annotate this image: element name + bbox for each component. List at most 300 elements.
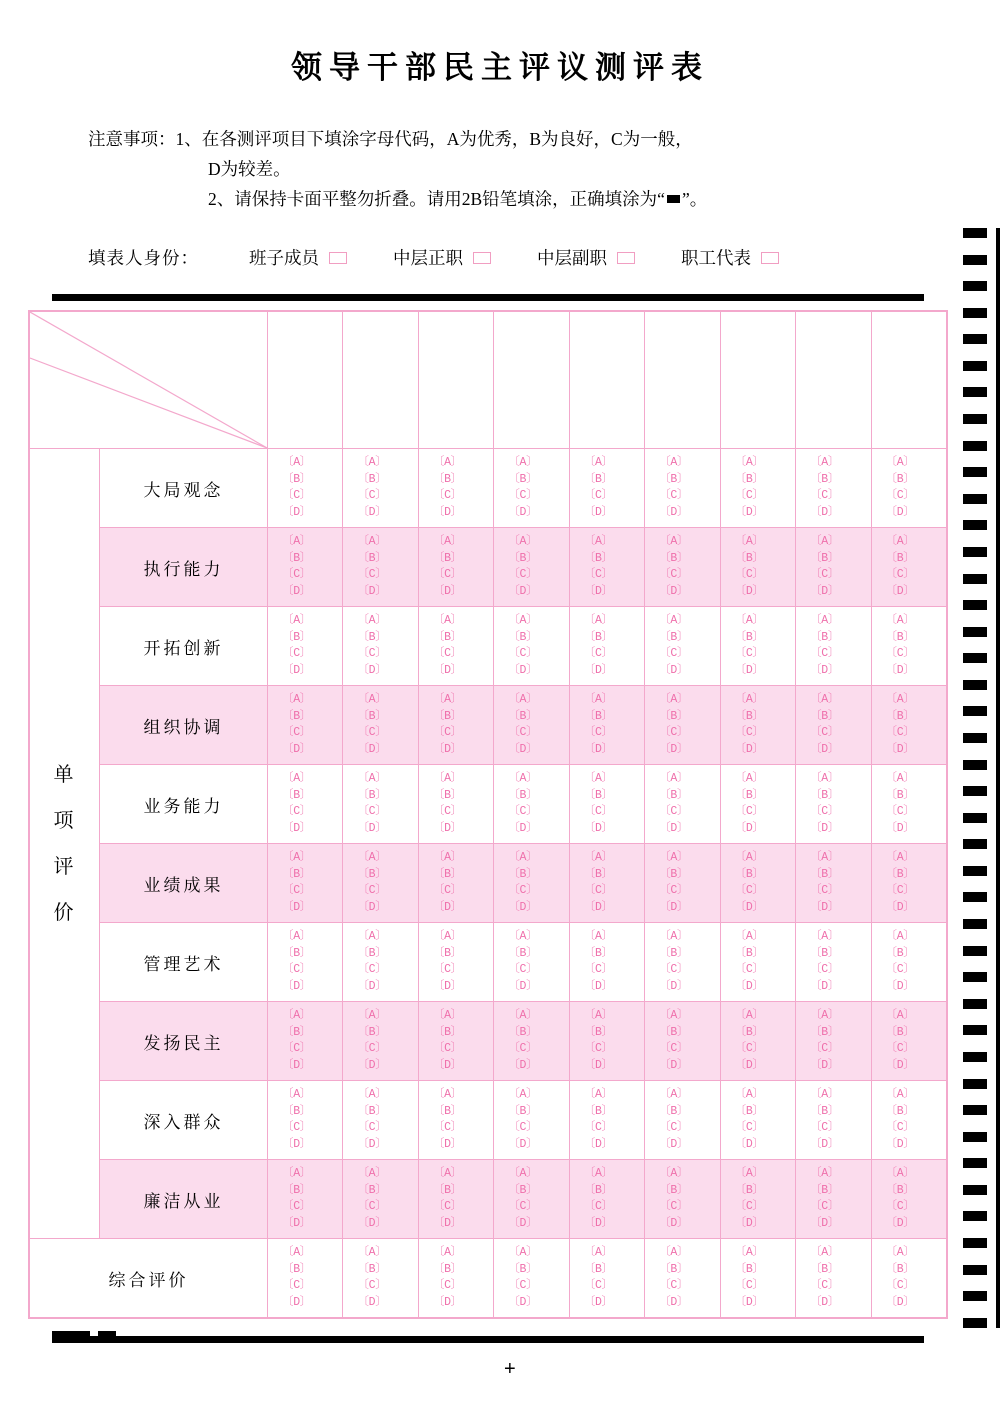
bubble-option-a[interactable]: 〔A〕	[734, 614, 764, 627]
bubble-option-a[interactable]: 〔A〕	[508, 1009, 538, 1022]
bubble-option-b[interactable]: 〔B〕	[659, 867, 689, 881]
bubble-option-a[interactable]: 〔A〕	[659, 456, 689, 469]
bubble-option-b[interactable]: 〔B〕	[659, 946, 689, 960]
bubble-option-c[interactable]: 〔C〕	[508, 489, 538, 502]
bubble-option-c[interactable]: 〔C〕	[282, 1200, 312, 1213]
bubble-option-d[interactable]: 〔D〕	[810, 979, 840, 993]
bubble-option-c[interactable]: 〔C〕	[583, 568, 613, 581]
bubble-option-c[interactable]: 〔C〕	[659, 963, 689, 976]
bubble-option-d[interactable]: 〔D〕	[885, 505, 915, 519]
bubble-option-a[interactable]: 〔A〕	[432, 456, 462, 469]
bubble-option-c[interactable]: 〔C〕	[734, 805, 764, 818]
bubble-option-b[interactable]: 〔B〕	[508, 472, 538, 486]
bubble-option-a[interactable]: 〔A〕	[734, 851, 764, 864]
bubble-option-d[interactable]: 〔D〕	[885, 663, 915, 677]
bubble-option-d[interactable]: 〔D〕	[885, 821, 915, 835]
bubble-option-d[interactable]: 〔D〕	[810, 584, 840, 598]
bubble-option-c[interactable]: 〔C〕	[432, 489, 462, 502]
bubble-group-r3-c6[interactable]	[645, 607, 720, 686]
bubble-option-b[interactable]: 〔B〕	[583, 946, 613, 960]
bubble-option-c[interactable]: 〔C〕	[734, 568, 764, 581]
bubble-option-d[interactable]: 〔D〕	[583, 505, 613, 519]
bubble-option-a[interactable]: 〔A〕	[282, 1167, 312, 1180]
bubble-option-d[interactable]: 〔D〕	[508, 900, 538, 914]
bubble-option-c[interactable]: 〔C〕	[810, 1200, 840, 1213]
bubble-option-d[interactable]: 〔D〕	[734, 1295, 764, 1309]
bubble-option-d[interactable]: 〔D〕	[583, 979, 613, 993]
bubble-option-a[interactable]: 〔A〕	[583, 1167, 613, 1180]
bubble-option-b[interactable]: 〔B〕	[508, 1025, 538, 1039]
bubble-option-d[interactable]: 〔D〕	[432, 505, 462, 519]
checkbox-icon[interactable]	[329, 252, 347, 264]
bubble-group-r7-c8[interactable]	[796, 923, 871, 1002]
bubble-group-r4-c1[interactable]	[268, 686, 343, 765]
bubble-option-c[interactable]: 〔C〕	[357, 726, 387, 739]
bubble-group-r6-c2[interactable]	[343, 844, 418, 923]
bubble-option-b[interactable]: 〔B〕	[734, 946, 764, 960]
bubble-option-d[interactable]: 〔D〕	[734, 1058, 764, 1072]
bubble-group-r1-c2[interactable]	[343, 449, 418, 528]
bubble-option-d[interactable]: 〔D〕	[282, 742, 312, 756]
bubble-option-c[interactable]: 〔C〕	[885, 568, 915, 581]
bubble-option-a[interactable]: 〔A〕	[810, 456, 840, 469]
bubble-option-c[interactable]: 〔C〕	[885, 1042, 915, 1055]
bubble-option-a[interactable]: 〔A〕	[357, 614, 387, 627]
bubble-group-r3-c4[interactable]	[494, 607, 569, 686]
subject-column-header-9[interactable]	[871, 312, 947, 449]
bubble-option-a[interactable]: 〔A〕	[432, 1167, 462, 1180]
bubble-option-d[interactable]: 〔D〕	[357, 1058, 387, 1072]
bubble-option-d[interactable]: 〔D〕	[282, 1295, 312, 1309]
bubble-option-d[interactable]: 〔D〕	[357, 1295, 387, 1309]
bubble-option-a[interactable]: 〔A〕	[357, 535, 387, 548]
bubble-option-a[interactable]: 〔A〕	[432, 1088, 462, 1101]
bubble-group-r8-c8[interactable]	[796, 1002, 871, 1081]
bubble-option-b[interactable]: 〔B〕	[734, 867, 764, 881]
bubble-option-d[interactable]: 〔D〕	[810, 742, 840, 756]
bubble-group-r7-c1[interactable]	[268, 923, 343, 1002]
bubble-option-d[interactable]: 〔D〕	[508, 979, 538, 993]
bubble-option-b[interactable]: 〔B〕	[659, 472, 689, 486]
bubble-option-a[interactable]: 〔A〕	[357, 1088, 387, 1101]
bubble-option-a[interactable]: 〔A〕	[659, 1009, 689, 1022]
bubble-option-a[interactable]: 〔A〕	[282, 693, 312, 706]
checkbox-icon[interactable]	[473, 252, 491, 264]
bubble-group-summary-c4[interactable]	[494, 1239, 569, 1318]
bubble-group-r2-c8[interactable]	[796, 528, 871, 607]
bubble-group-r2-c1[interactable]	[268, 528, 343, 607]
bubble-group-summary-c2[interactable]	[343, 1239, 418, 1318]
bubble-option-a[interactable]: 〔A〕	[810, 851, 840, 864]
bubble-option-d[interactable]: 〔D〕	[357, 663, 387, 677]
bubble-option-c[interactable]: 〔C〕	[885, 963, 915, 976]
bubble-option-c[interactable]: 〔C〕	[659, 489, 689, 502]
bubble-option-c[interactable]: 〔C〕	[810, 647, 840, 660]
bubble-option-c[interactable]: 〔C〕	[583, 1279, 613, 1292]
bubble-group-r8-c1[interactable]	[268, 1002, 343, 1081]
bubble-option-a[interactable]: 〔A〕	[282, 456, 312, 469]
bubble-option-b[interactable]: 〔B〕	[282, 630, 312, 644]
bubble-option-d[interactable]: 〔D〕	[508, 1058, 538, 1072]
bubble-group-r3-c9[interactable]	[871, 607, 947, 686]
bubble-group-r4-c3[interactable]	[418, 686, 493, 765]
bubble-option-c[interactable]: 〔C〕	[508, 805, 538, 818]
bubble-option-b[interactable]: 〔B〕	[583, 472, 613, 486]
bubble-option-a[interactable]: 〔A〕	[734, 1246, 764, 1259]
bubble-option-b[interactable]: 〔B〕	[432, 709, 462, 723]
bubble-option-c[interactable]: 〔C〕	[659, 884, 689, 897]
subject-column-header-5[interactable]	[569, 312, 644, 449]
bubble-option-c[interactable]: 〔C〕	[810, 963, 840, 976]
bubble-option-d[interactable]: 〔D〕	[734, 742, 764, 756]
bubble-group-r9-c1[interactable]	[268, 1081, 343, 1160]
bubble-group-r3-c2[interactable]	[343, 607, 418, 686]
bubble-group-r6-c3[interactable]	[418, 844, 493, 923]
bubble-option-b[interactable]: 〔B〕	[282, 1104, 312, 1118]
bubble-option-b[interactable]: 〔B〕	[432, 1025, 462, 1039]
bubble-group-r5-c6[interactable]	[645, 765, 720, 844]
bubble-option-c[interactable]: 〔C〕	[810, 489, 840, 502]
bubble-group-r3-c7[interactable]	[720, 607, 795, 686]
bubble-option-d[interactable]: 〔D〕	[508, 1216, 538, 1230]
bubble-option-d[interactable]: 〔D〕	[432, 821, 462, 835]
bubble-option-a[interactable]: 〔A〕	[432, 614, 462, 627]
bubble-group-r9-c7[interactable]	[720, 1081, 795, 1160]
bubble-option-a[interactable]: 〔A〕	[432, 851, 462, 864]
bubble-option-d[interactable]: 〔D〕	[432, 663, 462, 677]
bubble-group-r1-c1[interactable]	[268, 449, 343, 528]
bubble-option-d[interactable]: 〔D〕	[583, 1295, 613, 1309]
bubble-option-d[interactable]: 〔D〕	[583, 821, 613, 835]
bubble-group-r7-c9[interactable]	[871, 923, 947, 1002]
bubble-option-d[interactable]: 〔D〕	[810, 1295, 840, 1309]
bubble-option-d[interactable]: 〔D〕	[432, 1058, 462, 1072]
bubble-option-d[interactable]: 〔D〕	[885, 1058, 915, 1072]
bubble-option-b[interactable]: 〔B〕	[734, 630, 764, 644]
bubble-option-d[interactable]: 〔D〕	[508, 821, 538, 835]
bubble-option-b[interactable]: 〔B〕	[885, 551, 915, 565]
bubble-option-a[interactable]: 〔A〕	[357, 851, 387, 864]
bubble-group-r7-c3[interactable]	[418, 923, 493, 1002]
subject-column-header-2[interactable]	[343, 312, 418, 449]
bubble-option-c[interactable]: 〔C〕	[583, 884, 613, 897]
bubble-option-a[interactable]: 〔A〕	[282, 1246, 312, 1259]
bubble-option-c[interactable]: 〔C〕	[583, 1200, 613, 1213]
bubble-option-a[interactable]: 〔A〕	[659, 693, 689, 706]
bubble-option-a[interactable]: 〔A〕	[734, 1009, 764, 1022]
bubble-option-d[interactable]: 〔D〕	[357, 900, 387, 914]
bubble-option-b[interactable]: 〔B〕	[357, 946, 387, 960]
bubble-option-c[interactable]: 〔C〕	[885, 1200, 915, 1213]
bubble-group-r9-c6[interactable]	[645, 1081, 720, 1160]
bubble-option-b[interactable]: 〔B〕	[810, 1262, 840, 1276]
bubble-option-a[interactable]: 〔A〕	[508, 535, 538, 548]
bubble-option-a[interactable]: 〔A〕	[734, 535, 764, 548]
bubble-option-d[interactable]: 〔D〕	[432, 742, 462, 756]
bubble-option-d[interactable]: 〔D〕	[885, 1295, 915, 1309]
subject-column-header-8[interactable]	[796, 312, 871, 449]
bubble-option-d[interactable]: 〔D〕	[583, 1058, 613, 1072]
bubble-option-b[interactable]: 〔B〕	[432, 630, 462, 644]
bubble-group-r5-c2[interactable]	[343, 765, 418, 844]
bubble-option-d[interactable]: 〔D〕	[357, 505, 387, 519]
bubble-group-r9-c9[interactable]	[871, 1081, 947, 1160]
bubble-option-d[interactable]: 〔D〕	[659, 663, 689, 677]
bubble-option-d[interactable]: 〔D〕	[583, 1137, 613, 1151]
bubble-option-b[interactable]: 〔B〕	[885, 472, 915, 486]
bubble-option-c[interactable]: 〔C〕	[357, 568, 387, 581]
bubble-option-b[interactable]: 〔B〕	[734, 709, 764, 723]
bubble-option-b[interactable]: 〔B〕	[583, 1025, 613, 1039]
bubble-option-c[interactable]: 〔C〕	[583, 647, 613, 660]
bubble-group-r6-c7[interactable]	[720, 844, 795, 923]
bubble-option-d[interactable]: 〔D〕	[282, 584, 312, 598]
bubble-option-d[interactable]: 〔D〕	[659, 821, 689, 835]
bubble-option-a[interactable]: 〔A〕	[810, 930, 840, 943]
bubble-option-c[interactable]: 〔C〕	[282, 568, 312, 581]
bubble-option-c[interactable]: 〔C〕	[583, 1042, 613, 1055]
bubble-option-c[interactable]: 〔C〕	[357, 805, 387, 818]
bubble-option-d[interactable]: 〔D〕	[734, 505, 764, 519]
bubble-option-a[interactable]: 〔A〕	[357, 930, 387, 943]
bubble-option-b[interactable]: 〔B〕	[583, 1104, 613, 1118]
bubble-option-a[interactable]: 〔A〕	[885, 535, 915, 548]
bubble-option-c[interactable]: 〔C〕	[810, 568, 840, 581]
bubble-option-c[interactable]: 〔C〕	[508, 963, 538, 976]
bubble-option-a[interactable]: 〔A〕	[810, 772, 840, 785]
bubble-option-c[interactable]: 〔C〕	[583, 1121, 613, 1134]
bubble-group-r4-c6[interactable]	[645, 686, 720, 765]
bubble-option-b[interactable]: 〔B〕	[282, 1183, 312, 1197]
bubble-option-b[interactable]: 〔B〕	[508, 788, 538, 802]
bubble-option-d[interactable]: 〔D〕	[357, 1216, 387, 1230]
bubble-option-b[interactable]: 〔B〕	[508, 867, 538, 881]
subject-column-header-1[interactable]	[268, 312, 343, 449]
bubble-option-a[interactable]: 〔A〕	[357, 456, 387, 469]
bubble-group-r7-c6[interactable]	[645, 923, 720, 1002]
bubble-option-d[interactable]: 〔D〕	[810, 900, 840, 914]
bubble-option-c[interactable]: 〔C〕	[282, 1279, 312, 1292]
bubble-option-c[interactable]: 〔C〕	[659, 568, 689, 581]
bubble-option-c[interactable]: 〔C〕	[810, 1042, 840, 1055]
bubble-option-d[interactable]: 〔D〕	[508, 742, 538, 756]
bubble-option-a[interactable]: 〔A〕	[810, 535, 840, 548]
bubble-option-b[interactable]: 〔B〕	[659, 1262, 689, 1276]
bubble-group-r5-c4[interactable]	[494, 765, 569, 844]
bubble-option-c[interactable]: 〔C〕	[885, 726, 915, 739]
bubble-group-r8-c7[interactable]	[720, 1002, 795, 1081]
bubble-option-b[interactable]: 〔B〕	[583, 788, 613, 802]
bubble-option-d[interactable]: 〔D〕	[432, 1216, 462, 1230]
bubble-option-c[interactable]: 〔C〕	[659, 1042, 689, 1055]
bubble-option-d[interactable]: 〔D〕	[734, 663, 764, 677]
bubble-option-d[interactable]: 〔D〕	[508, 1137, 538, 1151]
bubble-group-r10-c5[interactable]	[569, 1160, 644, 1239]
bubble-option-c[interactable]: 〔C〕	[282, 726, 312, 739]
bubble-group-summary-c5[interactable]	[569, 1239, 644, 1318]
bubble-option-d[interactable]: 〔D〕	[734, 900, 764, 914]
identity-option-zhigongdaibiao[interactable]	[681, 245, 779, 270]
bubble-option-b[interactable]: 〔B〕	[357, 709, 387, 723]
bubble-group-r1-c6[interactable]	[645, 449, 720, 528]
bubble-option-a[interactable]: 〔A〕	[734, 456, 764, 469]
bubble-option-c[interactable]: 〔C〕	[508, 726, 538, 739]
bubble-group-r9-c3[interactable]	[418, 1081, 493, 1160]
bubble-option-c[interactable]: 〔C〕	[659, 805, 689, 818]
bubble-option-a[interactable]: 〔A〕	[885, 1088, 915, 1101]
bubble-option-c[interactable]: 〔C〕	[810, 726, 840, 739]
bubble-option-a[interactable]: 〔A〕	[508, 1088, 538, 1101]
bubble-option-b[interactable]: 〔B〕	[885, 1183, 915, 1197]
bubble-option-a[interactable]: 〔A〕	[357, 1246, 387, 1259]
bubble-option-c[interactable]: 〔C〕	[282, 1042, 312, 1055]
bubble-option-b[interactable]: 〔B〕	[432, 788, 462, 802]
bubble-option-d[interactable]: 〔D〕	[583, 1216, 613, 1230]
bubble-group-summary-c3[interactable]	[418, 1239, 493, 1318]
bubble-option-b[interactable]: 〔B〕	[885, 630, 915, 644]
bubble-group-r10-c4[interactable]	[494, 1160, 569, 1239]
bubble-option-d[interactable]: 〔D〕	[659, 1216, 689, 1230]
bubble-option-b[interactable]: 〔B〕	[885, 1262, 915, 1276]
bubble-option-d[interactable]: 〔D〕	[357, 1137, 387, 1151]
bubble-option-d[interactable]: 〔D〕	[734, 979, 764, 993]
bubble-option-d[interactable]: 〔D〕	[357, 821, 387, 835]
bubble-option-d[interactable]: 〔D〕	[659, 1137, 689, 1151]
bubble-group-r10-c7[interactable]	[720, 1160, 795, 1239]
bubble-group-summary-c8[interactable]	[796, 1239, 871, 1318]
bubble-option-b[interactable]: 〔B〕	[885, 709, 915, 723]
bubble-option-a[interactable]: 〔A〕	[432, 535, 462, 548]
bubble-group-r1-c3[interactable]	[418, 449, 493, 528]
bubble-option-d[interactable]: 〔D〕	[282, 821, 312, 835]
bubble-option-c[interactable]: 〔C〕	[508, 1200, 538, 1213]
bubble-option-a[interactable]: 〔A〕	[659, 772, 689, 785]
bubble-group-r7-c4[interactable]	[494, 923, 569, 1002]
bubble-option-b[interactable]: 〔B〕	[734, 788, 764, 802]
bubble-group-r1-c5[interactable]	[569, 449, 644, 528]
bubble-option-b[interactable]: 〔B〕	[810, 472, 840, 486]
bubble-option-d[interactable]: 〔D〕	[810, 821, 840, 835]
bubble-option-c[interactable]: 〔C〕	[432, 1279, 462, 1292]
bubble-option-d[interactable]: 〔D〕	[734, 1216, 764, 1230]
bubble-option-b[interactable]: 〔B〕	[357, 1183, 387, 1197]
bubble-option-b[interactable]: 〔B〕	[734, 551, 764, 565]
bubble-option-d[interactable]: 〔D〕	[810, 1058, 840, 1072]
bubble-option-c[interactable]: 〔C〕	[810, 1279, 840, 1292]
bubble-option-a[interactable]: 〔A〕	[659, 930, 689, 943]
bubble-option-a[interactable]: 〔A〕	[357, 1167, 387, 1180]
bubble-option-a[interactable]: 〔A〕	[734, 1167, 764, 1180]
bubble-group-r3-c3[interactable]	[418, 607, 493, 686]
bubble-group-r10-c3[interactable]	[418, 1160, 493, 1239]
bubble-option-c[interactable]: 〔C〕	[810, 884, 840, 897]
bubble-option-b[interactable]: 〔B〕	[357, 472, 387, 486]
bubble-group-r2-c7[interactable]	[720, 528, 795, 607]
bubble-option-b[interactable]: 〔B〕	[508, 946, 538, 960]
bubble-group-r2-c4[interactable]	[494, 528, 569, 607]
bubble-option-b[interactable]: 〔B〕	[734, 1104, 764, 1118]
identity-option-banzichengyuan[interactable]	[249, 245, 347, 270]
bubble-option-a[interactable]: 〔A〕	[885, 1009, 915, 1022]
bubble-option-d[interactable]: 〔D〕	[508, 584, 538, 598]
bubble-group-r7-c2[interactable]	[343, 923, 418, 1002]
bubble-group-r8-c4[interactable]	[494, 1002, 569, 1081]
bubble-option-c[interactable]: 〔C〕	[583, 489, 613, 502]
bubble-option-b[interactable]: 〔B〕	[583, 1183, 613, 1197]
bubble-option-d[interactable]: 〔D〕	[810, 1216, 840, 1230]
bubble-option-c[interactable]: 〔C〕	[282, 963, 312, 976]
bubble-option-c[interactable]: 〔C〕	[885, 489, 915, 502]
bubble-group-r6-c6[interactable]	[645, 844, 720, 923]
bubble-option-d[interactable]: 〔D〕	[659, 979, 689, 993]
bubble-group-r4-c2[interactable]	[343, 686, 418, 765]
bubble-option-d[interactable]: 〔D〕	[583, 663, 613, 677]
bubble-option-b[interactable]: 〔B〕	[282, 551, 312, 565]
bubble-option-a[interactable]: 〔A〕	[885, 772, 915, 785]
bubble-option-c[interactable]: 〔C〕	[357, 489, 387, 502]
bubble-option-b[interactable]: 〔B〕	[357, 630, 387, 644]
bubble-option-b[interactable]: 〔B〕	[885, 867, 915, 881]
bubble-option-a[interactable]: 〔A〕	[583, 1009, 613, 1022]
bubble-group-r6-c1[interactable]	[268, 844, 343, 923]
bubble-option-d[interactable]: 〔D〕	[432, 584, 462, 598]
checkbox-icon[interactable]	[617, 252, 635, 264]
bubble-option-b[interactable]: 〔B〕	[357, 867, 387, 881]
bubble-option-a[interactable]: 〔A〕	[583, 772, 613, 785]
bubble-option-b[interactable]: 〔B〕	[583, 709, 613, 723]
bubble-option-a[interactable]: 〔A〕	[583, 1246, 613, 1259]
bubble-option-a[interactable]: 〔A〕	[659, 1246, 689, 1259]
bubble-option-a[interactable]: 〔A〕	[432, 1009, 462, 1022]
bubble-group-r5-c7[interactable]	[720, 765, 795, 844]
bubble-option-b[interactable]: 〔B〕	[810, 867, 840, 881]
bubble-option-b[interactable]: 〔B〕	[810, 1025, 840, 1039]
bubble-option-d[interactable]: 〔D〕	[885, 742, 915, 756]
bubble-option-b[interactable]: 〔B〕	[810, 709, 840, 723]
bubble-group-r9-c2[interactable]	[343, 1081, 418, 1160]
bubble-option-c[interactable]: 〔C〕	[659, 647, 689, 660]
bubble-option-b[interactable]: 〔B〕	[885, 1025, 915, 1039]
bubble-group-r5-c8[interactable]	[796, 765, 871, 844]
bubble-option-c[interactable]: 〔C〕	[357, 884, 387, 897]
bubble-option-d[interactable]: 〔D〕	[810, 505, 840, 519]
bubble-option-a[interactable]: 〔A〕	[508, 614, 538, 627]
bubble-group-r8-c3[interactable]	[418, 1002, 493, 1081]
bubble-option-c[interactable]: 〔C〕	[357, 1200, 387, 1213]
bubble-option-a[interactable]: 〔A〕	[810, 693, 840, 706]
bubble-group-r2-c3[interactable]	[418, 528, 493, 607]
bubble-option-c[interactable]: 〔C〕	[357, 1121, 387, 1134]
bubble-option-c[interactable]: 〔C〕	[734, 1121, 764, 1134]
bubble-option-b[interactable]: 〔B〕	[810, 1104, 840, 1118]
bubble-option-c[interactable]: 〔C〕	[432, 1200, 462, 1213]
bubble-group-r5-c9[interactable]	[871, 765, 947, 844]
bubble-option-b[interactable]: 〔B〕	[583, 630, 613, 644]
bubble-group-r10-c8[interactable]	[796, 1160, 871, 1239]
bubble-option-b[interactable]: 〔B〕	[659, 630, 689, 644]
bubble-option-c[interactable]: 〔C〕	[508, 884, 538, 897]
bubble-option-c[interactable]: 〔C〕	[282, 805, 312, 818]
bubble-group-r10-c2[interactable]	[343, 1160, 418, 1239]
bubble-option-a[interactable]: 〔A〕	[885, 930, 915, 943]
bubble-group-r5-c5[interactable]	[569, 765, 644, 844]
bubble-option-d[interactable]: 〔D〕	[659, 1295, 689, 1309]
bubble-option-c[interactable]: 〔C〕	[885, 805, 915, 818]
bubble-option-c[interactable]: 〔C〕	[659, 726, 689, 739]
bubble-option-c[interactable]: 〔C〕	[734, 1279, 764, 1292]
bubble-option-a[interactable]: 〔A〕	[810, 1009, 840, 1022]
bubble-option-a[interactable]: 〔A〕	[282, 1009, 312, 1022]
